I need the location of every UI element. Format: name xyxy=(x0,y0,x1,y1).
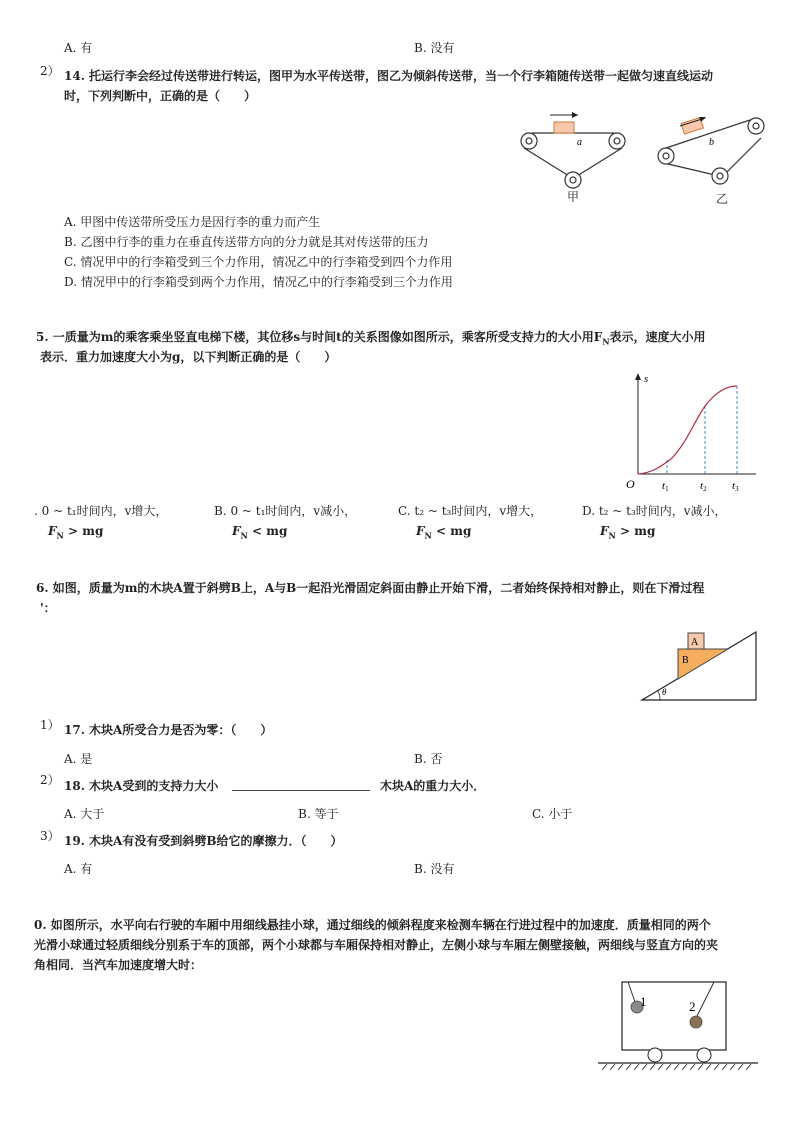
q14-option-a[interactable]: A. 甲图中传送带所受压力是因行李的重力而产生 xyxy=(64,215,321,229)
fig-label-yi: 乙 xyxy=(716,192,729,206)
wheel-right xyxy=(697,1048,711,1062)
q19-option-b[interactable]: B. 没有 xyxy=(414,862,455,876)
q20-stem-line3: 角相同．当汽车加速度增大时： xyxy=(34,958,203,972)
q13-option-a[interactable]: A. 有 xyxy=(64,41,93,55)
ball-1-label: 1 xyxy=(640,994,647,1009)
carriage xyxy=(622,982,726,1050)
q18-option-a[interactable]: A. 大于 xyxy=(64,807,105,821)
incline-figure xyxy=(638,628,762,704)
q18-option-b[interactable]: B. 等于 xyxy=(298,807,339,821)
tick-t3: t3 xyxy=(732,480,739,493)
q16-stem-line2: '： xyxy=(40,601,56,615)
q15-stem-line2: 表示．重力加速度大小为g，以下判断正确的是（ ） xyxy=(40,350,337,364)
q18-stem-b: 木块A的重力大小． xyxy=(380,779,486,793)
q15-option-c-line2: $F_N$ < mg xyxy=(416,524,472,541)
q14-option-c[interactable]: C. 情况甲中的行李箱受到三个力作用，情况乙中的行李箱受到四个力作用 xyxy=(64,255,453,269)
q18-option-c[interactable]: C. 小于 xyxy=(532,807,573,821)
q14-option-b[interactable]: B. 乙图中行李的重力在垂直传送带方向的分力就是其对传送带的压力 xyxy=(64,235,429,249)
q15-option-a-line2: $F_N$ > mg xyxy=(48,524,104,541)
q14-stem-line2: 时，下列判断中，正确的是（ ） xyxy=(64,89,257,103)
wedge-b-label: B xyxy=(682,655,689,666)
q18-stem-a: 18. 木块A受到的支持力大小 xyxy=(64,779,219,793)
box-label-b: b xyxy=(709,137,714,148)
ball-2-label: 2 xyxy=(689,999,696,1014)
box-label-a: a xyxy=(577,137,582,148)
q15-option-d-line1[interactable]: D. t₂ ~ t₃时间内，v减小， xyxy=(582,504,727,518)
tick-t1: t1 xyxy=(662,480,669,493)
q17-option-b[interactable]: B. 否 xyxy=(414,752,443,766)
conveyor-jia xyxy=(521,133,625,188)
conveyor-yi xyxy=(658,118,764,184)
q15-option-b-line2: $F_N$ < mg xyxy=(232,524,288,541)
q17-stem: 17. 木块A所受合力是否为零：（ ） xyxy=(64,723,273,737)
s-t-curve xyxy=(638,386,737,474)
conveyor-figure xyxy=(510,104,770,208)
q15-option-d-line2: $F_N$ > mg xyxy=(600,524,656,541)
train-car-figure xyxy=(598,980,760,1072)
q14-stem-line1: 14. 托运行李会经过传送带进行转运，图甲为水平传送带，图乙为倾斜传送带，当一个行李箱随传送带一起做匀速直线运动 xyxy=(64,69,714,83)
q19-option-a[interactable]: A. 有 xyxy=(64,862,93,876)
q13-option-b[interactable]: B. 没有 xyxy=(414,41,455,55)
q17-subnumber: 1） xyxy=(40,718,60,732)
s-t-graph xyxy=(622,370,762,494)
q14-subnumber: 2） xyxy=(40,64,60,78)
theta-label: θ xyxy=(662,687,667,697)
luggage-a xyxy=(554,122,574,133)
q17-option-a[interactable]: A. 是 xyxy=(64,752,93,766)
q14-option-d[interactable]: D. 情况甲中的行李箱受到两个力作用，情况乙中的行李箱受到三个力作用 xyxy=(64,275,453,289)
fig-label-jia: 甲 xyxy=(567,190,580,204)
wheel-left xyxy=(648,1048,662,1062)
q15-option-a-line1[interactable]: . 0 ~ t₁时间内，v增大， xyxy=(34,504,168,518)
q16-stem-line1: 6. 如图，质量为m的木块A置于斜劈B上，A与B一起沿光滑固定斜面由静止开始下滑，二者始终保持相对静止，则在下滑过程 xyxy=(36,581,705,595)
q18-answer-blank[interactable] xyxy=(232,790,370,791)
origin-label: O xyxy=(626,477,635,491)
ball-2 xyxy=(690,1016,702,1028)
q15-option-c-line1[interactable]: C. t₂ ~ t₃时间内，v增大， xyxy=(398,504,543,518)
q15-stem-line1: 5. 一质量为m的乘客乘坐竖直电梯下楼，其位移s与时间t的关系图像如图所示，乘客所受支持力的大小用$F_N$表示，速度大小用 xyxy=(36,330,706,347)
q18-subnumber: 2） xyxy=(40,773,60,787)
q19-stem: 19. 木块A有没有受到斜劈B给它的摩擦力．（ ） xyxy=(64,834,343,848)
q20-stem-line1: 0. 如图所示，水平向右行驶的车厢中用细线悬挂小球，通过细线的倾斜程度来检测车辆在行进过程中的加速度．质量相同的两个 xyxy=(34,918,711,932)
q20-stem-line2: 光滑小球通过轻质细线分别系于车的顶部，两个小球都与车厢保持相对静止，左侧小球与车厢左侧壁接触，两细线与竖直方向的夹 xyxy=(34,938,719,952)
axis-s-label: s xyxy=(644,373,649,385)
q15-option-b-line1[interactable]: B. 0 ~ t₁时间内，v减小， xyxy=(214,504,357,518)
q19-subnumber: 3） xyxy=(40,829,60,843)
tick-t2: t2 xyxy=(700,480,707,493)
block-a-label: A xyxy=(691,637,699,648)
